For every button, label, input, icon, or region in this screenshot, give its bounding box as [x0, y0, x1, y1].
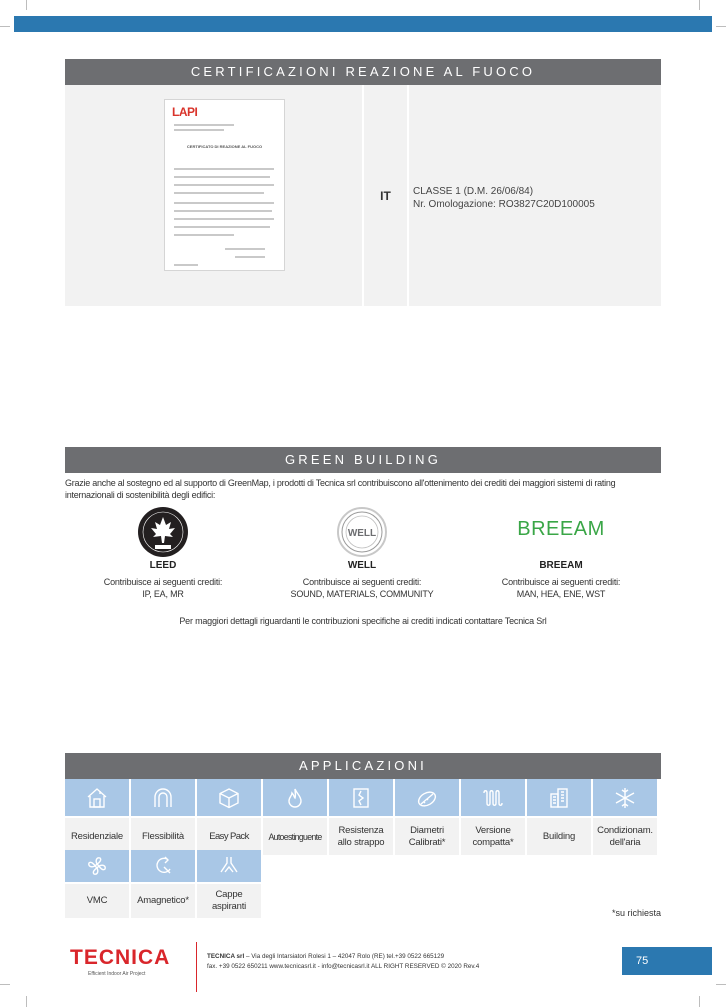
app-label-vmc: VMC [65, 884, 129, 918]
non-magnetic-icon [151, 854, 175, 878]
certificate-info [409, 85, 661, 306]
building-icon [547, 786, 571, 810]
leed-credits: IP, EA, MR [142, 589, 184, 599]
footer-divider [196, 942, 197, 992]
green-building-header: GREEN BUILDING [65, 447, 661, 473]
certificate-lab-logo: LAPI [172, 105, 198, 119]
leed-name: LEED [149, 560, 177, 571]
app-label-diametri: Diametri Calibrati* [395, 818, 459, 855]
app-label-autoestinguente: Autoestinguente [263, 818, 327, 855]
leed-credits-label: Contribuisce ai seguenti crediti: [103, 577, 223, 587]
applicazioni-header: APPLICAZIONI [65, 753, 661, 779]
app-label-resistenza: Resistenza allo strappo [329, 818, 393, 855]
su-richiesta-note: *su richiesta [611, 908, 661, 918]
footer-company: TECNICA srl [207, 953, 245, 960]
app-label-versione-compatta: Versione compatta* [461, 818, 525, 855]
breeam-name: BREEAM [539, 560, 583, 571]
snowflake-icon [613, 786, 637, 810]
leed-icon [137, 506, 189, 558]
app-tile-diametri [395, 779, 459, 816]
breeam-credits-label: Contribuisce ai seguenti crediti: [501, 577, 621, 587]
app-tile-vmc [65, 850, 129, 882]
app-label-easy-pack: Easy Pack [197, 818, 261, 855]
app-label-residenziale: Residenziale [65, 818, 129, 855]
well-logo-text: WELL [347, 528, 377, 539]
footer-contact-info [207, 952, 479, 972]
green-building-intro: Grazie anche al sostegno ed al supporto di GreenMap, i prodotti di Tecnica srl contribuiscono all'ottenimento dei crediti dei maggiori sistemi di rating internazionali di sostenibilità degli edifici: [65, 478, 616, 500]
well-name: WELL [347, 560, 377, 571]
top-accent-bar [14, 16, 712, 32]
flexible-duct-icon [151, 786, 175, 810]
calibrated-diameter-icon [415, 786, 439, 810]
house-icon [85, 786, 109, 810]
certificate-document-thumbnail [164, 99, 285, 271]
crop-mark [699, 996, 700, 1007]
certificate-image-cell [65, 85, 362, 306]
omologazione-text: Nr. Omologazione: RO3827C20D100005 [413, 199, 595, 210]
certificazioni-table [65, 85, 661, 306]
footer-contacts: fax. +39 0522 650211 www.tecnicasrl.it - info@tecnicasrl.it ALL RIGHT RESERVED © 2020 Rev.4 [207, 963, 480, 970]
certificazioni-header: CERTIFICAZIONI REAZIONE AL FUOCO [65, 59, 661, 85]
well-icon [335, 506, 389, 558]
app-tile-resistenza [329, 779, 393, 816]
crop-mark [26, 0, 27, 10]
crop-mark [716, 26, 726, 27]
well-credits-label: Contribuisce ai seguenti crediti: [302, 577, 422, 587]
app-tile-autoestinguente [263, 779, 327, 816]
compact-coil-icon [481, 786, 505, 810]
breeam-column [461, 506, 661, 600]
green-building-note: Per maggiori dettagli riguardanti le contribuzioni specifiche ai crediti indicati contattare Tecnica Srl [179, 616, 547, 626]
app-tile-condizionamento [593, 779, 657, 816]
leed-column [63, 506, 263, 600]
well-column [262, 506, 462, 600]
page-number: 75 [622, 947, 712, 975]
brand-name: TECNICA [70, 946, 171, 969]
brand-tagline: Efficient Indoor Air Project [88, 971, 146, 977]
app-label-cappe: Cappe aspiranti [197, 884, 261, 918]
app-tile-cappe [197, 850, 261, 882]
app-label-condizionamento: Condizionam. dell'aria [593, 818, 657, 855]
flame-icon [283, 786, 307, 810]
crop-mark [0, 26, 10, 27]
breeam-credits: MAN, HEA, ENE, WST [516, 589, 606, 599]
app-tile-building [527, 779, 591, 816]
app-tile-easy-pack [197, 779, 261, 816]
applicazioni-label-row-2 [65, 884, 263, 918]
app-label-flessibilita: Flessibilità [131, 818, 195, 855]
certificate-title: CERTIFICATO DI REAZIONE AL FUOCO [186, 144, 263, 149]
well-credits: SOUND, MATERIALS, COMMUNITY [290, 589, 434, 599]
box-icon [217, 786, 241, 810]
crop-mark [26, 996, 27, 1007]
app-tile-flessibilita [131, 779, 195, 816]
app-tile-versione-compatta [461, 779, 525, 816]
hood-icon [217, 854, 241, 878]
country-code: IT [364, 85, 407, 306]
breeam-icon: BREEAM [517, 518, 605, 540]
crop-mark [699, 0, 700, 10]
tear-resistance-icon [349, 786, 373, 810]
fan-icon [85, 854, 109, 878]
app-tile-residenziale [65, 779, 129, 816]
applicazioni-icon-row-1 [65, 779, 659, 816]
app-label-building: Building [527, 818, 591, 855]
app-label-amagnetico: Amagnetico* [131, 884, 195, 918]
tecnica-logo [70, 946, 170, 977]
applicazioni-icon-row-2 [65, 850, 263, 882]
crop-mark [716, 984, 726, 985]
footer-address: – Via degli Intarsiatori Rolesi 1 – 42047 Rolo (RE) tel.+39 0522 665129 [244, 953, 445, 960]
crop-mark [0, 984, 10, 985]
app-tile-amagnetico [131, 850, 195, 882]
classe-text: CLASSE 1 (D.M. 26/06/84) [413, 186, 534, 197]
